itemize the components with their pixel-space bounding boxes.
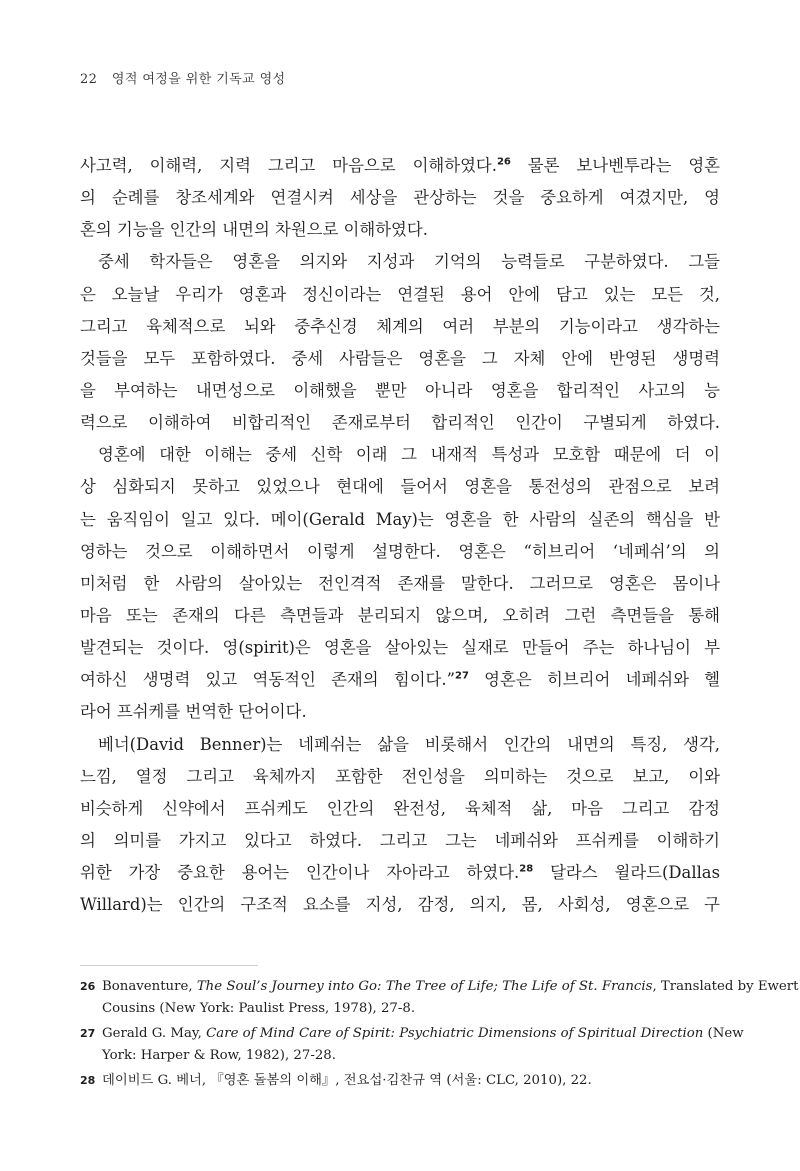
footnote-line: 데이비드 G. 베너, 『영혼 돌봄의 이해』, 전요섭·김찬규 역 (서울: CLC, 2010), 22. bbox=[102, 1073, 592, 1089]
body-line: 은 오늘날 우리가 영혼과 정신이라는 연결된 용어 안에 담고 있는 모든 것, bbox=[80, 284, 720, 304]
footnote-title: Care of Mind Care of Spirit: Psychiatric Dimensions of Spiritual Direction bbox=[206, 1026, 704, 1042]
body-line: 의 의미를 가지고 있다고 하였다. 그리고 그는 네페쉬와 프쉬케를 이해하기 bbox=[80, 830, 720, 850]
footnote-27 bbox=[80, 1023, 744, 1066]
body-line: Willard)는 인간의 구조적 요소를 지성, 감정, 의지, 몸, 사회성, 영혼으로 구 bbox=[80, 895, 720, 915]
body-line: 는 움직임이 일고 있다. 메이(Gerald May)는 영혼을 한 사람의 실존의 핵심을 반 bbox=[80, 509, 720, 529]
body-line: 비슷하게 신약에서 프쉬케도 인간의 완전성, 육체적 삶, 마음 그리고 감정 bbox=[80, 798, 720, 818]
body-text bbox=[80, 150, 720, 921]
body-line: 상 심화되지 못하고 있었으나 현대에 들어서 영혼을 통전성의 관점으로 보려 bbox=[80, 477, 720, 497]
body-line: 베너(David Benner)는 네페쉬는 삶을 비롯해서 인간의 내면의 특징, 생각, bbox=[98, 734, 720, 754]
book-title: 영적 여정을 위한 기독교 영성 bbox=[111, 72, 286, 87]
footnote-line: York: Harper & Row, 1982), 27-28. bbox=[102, 1047, 336, 1063]
footnote-title: The Soul’s Journey into Go: The Tree of Life; The Life of St. Francis bbox=[196, 979, 653, 994]
footnote-ref[interactable]: 26 bbox=[496, 156, 511, 168]
body-line: 중세 학자들은 영혼을 의지와 지성과 기억의 능력들로 구분하였다. 그들 bbox=[98, 252, 720, 272]
footnote-number: 27 bbox=[80, 1027, 96, 1041]
body-line: 영혼에 대한 이해는 중세 신학 이래 그 내재적 특성과 모호함 때문에 더 이 bbox=[98, 445, 720, 465]
footnote-ref[interactable]: 28 bbox=[519, 863, 534, 875]
footnotes bbox=[80, 976, 799, 1096]
body-line: 의 순례를 창조세계와 연결시켜 세상을 관상하는 것을 중요하게 여겼지만, 영 bbox=[80, 188, 720, 208]
body-line: 위한 가장 중요한 용어는 인간이나 자아라고 하였다.$^{28}$ 달라스 윌라드(Dallas bbox=[80, 863, 720, 883]
body-line: 느낌, 열정 그리고 육체까지 포함한 전인성을 의미하는 것으로 보고, 이와 bbox=[80, 766, 720, 786]
footnote-ref[interactable]: 27 bbox=[454, 670, 469, 682]
footnote-divider bbox=[80, 965, 258, 966]
body-line: 영하는 것으로 이해하면서 이렇게 설명한다. 영혼은 “히브리어 ‘네페쉬’의 의 bbox=[80, 541, 720, 561]
footnote-line: Cousins (New York: Paulist Press, 1978), 27-8. bbox=[102, 1000, 416, 1016]
footnote-line: Gerald G. May, Care of Mind Care of Spirit: Psychiatric Dimensions of Spiritual Direction (New bbox=[102, 1026, 744, 1042]
footnote-line: Bonaventure, The Soul’s Journey into Go: The Tree of Life; The Life of St. Francis, Translated by Ewert bbox=[102, 979, 799, 994]
body-line: 것들을 모두 포함하였다. 중세 사람들은 영혼을 그 자체 안에 반영된 생명력 bbox=[80, 348, 720, 368]
running-header bbox=[80, 68, 286, 87]
body-line: 을 부여하는 내면성으로 이해했을 뿐만 아니라 영혼을 합리적인 사고의 능 bbox=[80, 380, 720, 400]
body-line: 라어 프쉬케를 번역한 단어이다. bbox=[80, 702, 307, 722]
footnote-number: 28 bbox=[80, 1074, 96, 1088]
body-line: 미처럼 한 사람의 살아있는 전인격적 존재를 말한다. 그러므로 영혼은 몸이나 bbox=[80, 573, 720, 593]
body-line: 여하신 생명력 있고 역동적인 존재의 힘이다.”$^{27}$ 영혼은 히브리어 네페쉬와 헬 bbox=[80, 670, 721, 690]
body-line: 력으로 이해하여 비합리적인 존재로부터 합리적인 인간이 구별되게 하였다. bbox=[80, 413, 720, 433]
body-line: 사고력, 이해력, 지력 그리고 마음으로 이해하였다.$^{26}$ 물론 보나벤투라는 영혼 bbox=[80, 156, 720, 175]
footnote-number: 26 bbox=[80, 980, 96, 993]
body-line: 그리고 육체적으로 뇌와 중추신경 체계의 여러 부분의 기능이라고 생각하는 bbox=[80, 316, 720, 336]
footnote-26 bbox=[80, 976, 799, 1019]
page-number: 22 bbox=[80, 72, 98, 87]
body-line: 혼의 기능을 인간의 내면의 차원으로 이해하였다. bbox=[80, 220, 428, 240]
body-line: 마음 또는 존재의 다른 측면들과 분리되지 않으며, 오히려 그런 측면들을 통해 bbox=[80, 605, 720, 625]
footnote-28 bbox=[80, 1070, 720, 1092]
body-line: 발견되는 것이다. 영(spirit)은 영혼을 살아있는 실재로 만들어 주는 하나님이 부 bbox=[80, 638, 720, 658]
